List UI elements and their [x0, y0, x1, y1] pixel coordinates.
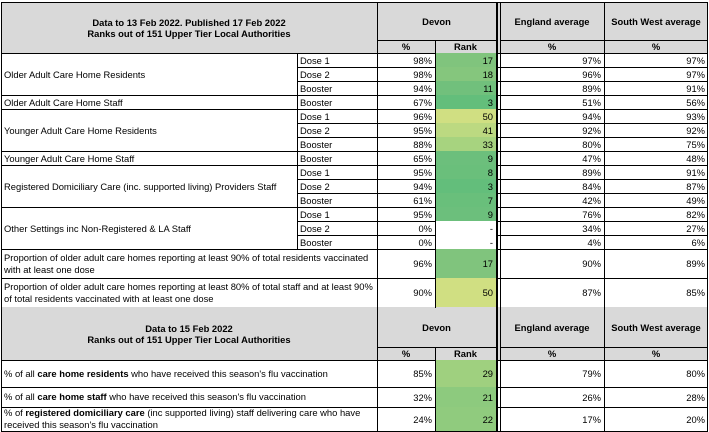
- england-pct: 87%: [582, 287, 601, 298]
- devon-pct: 32%: [413, 391, 432, 403]
- section2-southwest-header: South West average: [604, 307, 708, 347]
- flu-label: [1, 407, 377, 431]
- flu-label: [1, 387, 377, 407]
- section2-rank-subheader: Rank: [435, 347, 496, 360]
- devon-pct: 94%: [413, 82, 432, 94]
- dose-label: Booster: [300, 194, 333, 206]
- dose-label: Dose 1: [300, 208, 330, 220]
- devon-rank: 9: [435, 207, 496, 221]
- england-pct: 84%: [582, 180, 601, 192]
- devon-rank: 22: [435, 407, 496, 431]
- section1-england-pct-subheader: %: [500, 40, 604, 53]
- section2-devon-header: Devon: [377, 307, 496, 347]
- devon-rank: 29: [435, 360, 496, 387]
- southwest-pct: 75%: [686, 138, 705, 150]
- dose-label: Booster: [300, 152, 333, 164]
- grid-line: [707, 2, 708, 432]
- england-pct: 89%: [582, 166, 601, 178]
- grid-line: [377, 40, 496, 41]
- devon-rank: 18: [435, 67, 496, 81]
- southwest-pct: 89%: [686, 258, 705, 269]
- devon-rank: 17: [435, 249, 496, 278]
- devon-rank: -: [435, 221, 496, 235]
- devon-pct: 95%: [413, 124, 432, 136]
- section1-title-line2: Ranks out of 151 Upper Tier Local Authorities: [87, 27, 291, 39]
- section1-southwest-pct-subheader: %: [604, 40, 708, 53]
- southwest-pct: 6%: [691, 236, 705, 248]
- grid-line: [435, 40, 436, 308]
- devon-rank: 3: [435, 179, 496, 193]
- section1-england-header: England average: [500, 2, 604, 40]
- section2-pct-subheader: %: [377, 347, 435, 360]
- flu-label: [1, 360, 377, 387]
- grid-line: [377, 2, 378, 432]
- section2-title-line1: Data to 15 Feb 2022: [145, 322, 233, 334]
- southwest-pct: 80%: [686, 368, 705, 379]
- section2-southwest-pct-subheader: %: [604, 347, 708, 360]
- southwest-pct: 87%: [686, 180, 705, 192]
- southwest-pct: 56%: [686, 96, 705, 108]
- grid-line: [500, 2, 501, 432]
- section1-pct-subheader: %: [377, 40, 435, 53]
- devon-rank: 7: [435, 193, 496, 207]
- southwest-pct: 92%: [686, 124, 705, 136]
- southwest-pct: 20%: [686, 413, 705, 425]
- england-pct: 47%: [582, 152, 601, 164]
- england-pct: 89%: [582, 82, 601, 94]
- dose-label: Dose 2: [300, 124, 330, 136]
- devon-pct: 94%: [413, 180, 432, 192]
- devon-pct: 96%: [413, 258, 432, 269]
- england-pct: 79%: [582, 368, 601, 379]
- devon-pct: 90%: [413, 287, 432, 298]
- section2-england-pct-subheader: %: [500, 347, 604, 360]
- dose-label: Booster: [300, 236, 333, 248]
- dose-label: Dose 2: [300, 68, 330, 80]
- devon-pct: 96%: [413, 110, 432, 122]
- england-pct: 42%: [582, 194, 601, 206]
- section1-rank-subheader: Rank: [435, 40, 496, 53]
- england-pct: 94%: [582, 110, 601, 122]
- devon-pct: 98%: [413, 54, 432, 66]
- devon-pct: 95%: [413, 166, 432, 178]
- devon-rank: 11: [435, 81, 496, 95]
- dose-label: Dose 1: [300, 166, 330, 178]
- southwest-pct: 49%: [686, 194, 705, 206]
- devon-rank: 41: [435, 123, 496, 137]
- southwest-pct: 28%: [686, 391, 705, 403]
- devon-pct: 95%: [413, 208, 432, 220]
- southwest-pct: 91%: [686, 82, 705, 94]
- devon-rank: 21: [435, 387, 496, 407]
- dose-label: Dose 2: [300, 180, 330, 192]
- devon-pct: 67%: [413, 96, 432, 108]
- england-pct: 96%: [582, 68, 601, 80]
- grid-line: [1, 2, 708, 3]
- dose-label: Dose 1: [300, 110, 330, 122]
- section1-southwest-header: South West average: [604, 2, 708, 40]
- devon-rank: 50: [435, 109, 496, 123]
- grid-line: [435, 347, 436, 432]
- england-pct: 92%: [582, 124, 601, 136]
- section1-title-line1: Data to 13 Feb 2022. Published 17 Feb 2022: [92, 16, 286, 28]
- devon-pct: 0%: [418, 236, 432, 248]
- devon-pct: 85%: [413, 368, 432, 379]
- southwest-pct: 82%: [686, 208, 705, 220]
- devon-rank: 33: [435, 137, 496, 151]
- england-pct: 34%: [582, 222, 601, 234]
- england-pct: 90%: [582, 258, 601, 269]
- devon-pct: 98%: [413, 68, 432, 80]
- dose-label: Booster: [300, 96, 333, 108]
- devon-rank: 3: [435, 95, 496, 109]
- england-pct: 80%: [582, 138, 601, 150]
- southwest-pct: 91%: [686, 166, 705, 178]
- southwest-pct: 48%: [686, 152, 705, 164]
- section1-devon-header: Devon: [377, 2, 496, 40]
- southwest-pct: 27%: [686, 222, 705, 234]
- section1-title: [1, 2, 377, 53]
- section2-england-header: England average: [500, 307, 604, 347]
- southwest-pct: 93%: [686, 110, 705, 122]
- devon-pct: 24%: [413, 413, 432, 425]
- group-label: Younger Adult Care Home Residents: [4, 124, 157, 136]
- group-label: Older Adult Care Home Residents: [4, 68, 146, 80]
- flu-label-text: % of all care home staff who have received this season's flu vaccination: [4, 391, 306, 402]
- devon-rank: 8: [435, 165, 496, 179]
- grid-line: [377, 347, 496, 348]
- england-pct: 17%: [582, 413, 601, 425]
- devon-pct: 61%: [413, 194, 432, 206]
- section2-title-line2: Ranks out of 151 Upper Tier Local Authorities: [87, 333, 291, 345]
- devon-rank: 50: [435, 278, 496, 307]
- proportion-label: Proportion of older adult care homes reporting at least 80% of total staff and at least 90% of total residents vaccinated with at least one dose: [4, 280, 373, 304]
- section2-title: [1, 307, 377, 360]
- group-label: Registered Domiciliary Care (inc. supported living) Providers Staff: [4, 180, 277, 192]
- grid-line: [297, 53, 298, 249]
- devon-pct: 0%: [418, 222, 432, 234]
- england-pct: 26%: [582, 391, 601, 403]
- dose-label: Booster: [300, 138, 333, 150]
- devon-pct: 88%: [413, 138, 432, 150]
- england-pct: 4%: [587, 236, 601, 248]
- proportion-label: Proportion of older adult care homes reporting at least 90% of total residents vaccinated with at least one dose: [4, 251, 369, 275]
- southwest-pct: 85%: [686, 287, 705, 298]
- devon-rank: 17: [435, 53, 496, 67]
- grid-line: [1, 2, 2, 432]
- devon-rank: 9: [435, 151, 496, 165]
- england-pct: 76%: [582, 208, 601, 220]
- grid-line: [496, 2, 498, 432]
- grid-line: [604, 2, 605, 432]
- england-pct: 97%: [582, 54, 601, 66]
- dose-label: Dose 1: [300, 54, 330, 66]
- flu-label-text: % of registered domiciliary care (inc supported living) staff delivering care who have received this season's flu vaccination: [4, 407, 361, 430]
- devon-rank: -: [435, 235, 496, 249]
- southwest-pct: 97%: [686, 54, 705, 66]
- flu-label-text: % of all care home residents who have received this season's flu vaccination: [4, 367, 328, 379]
- dose-label: Dose 2: [300, 222, 330, 234]
- devon-pct: 65%: [413, 152, 432, 164]
- england-pct: 51%: [582, 96, 601, 108]
- southwest-pct: 97%: [686, 68, 705, 80]
- group-label: Other Settings inc Non-Registered & LA Staff: [4, 222, 191, 234]
- group-label: Older Adult Care Home Staff: [4, 96, 123, 108]
- group-label: Younger Adult Care Home Staff: [4, 152, 135, 164]
- dose-label: Booster: [300, 82, 333, 94]
